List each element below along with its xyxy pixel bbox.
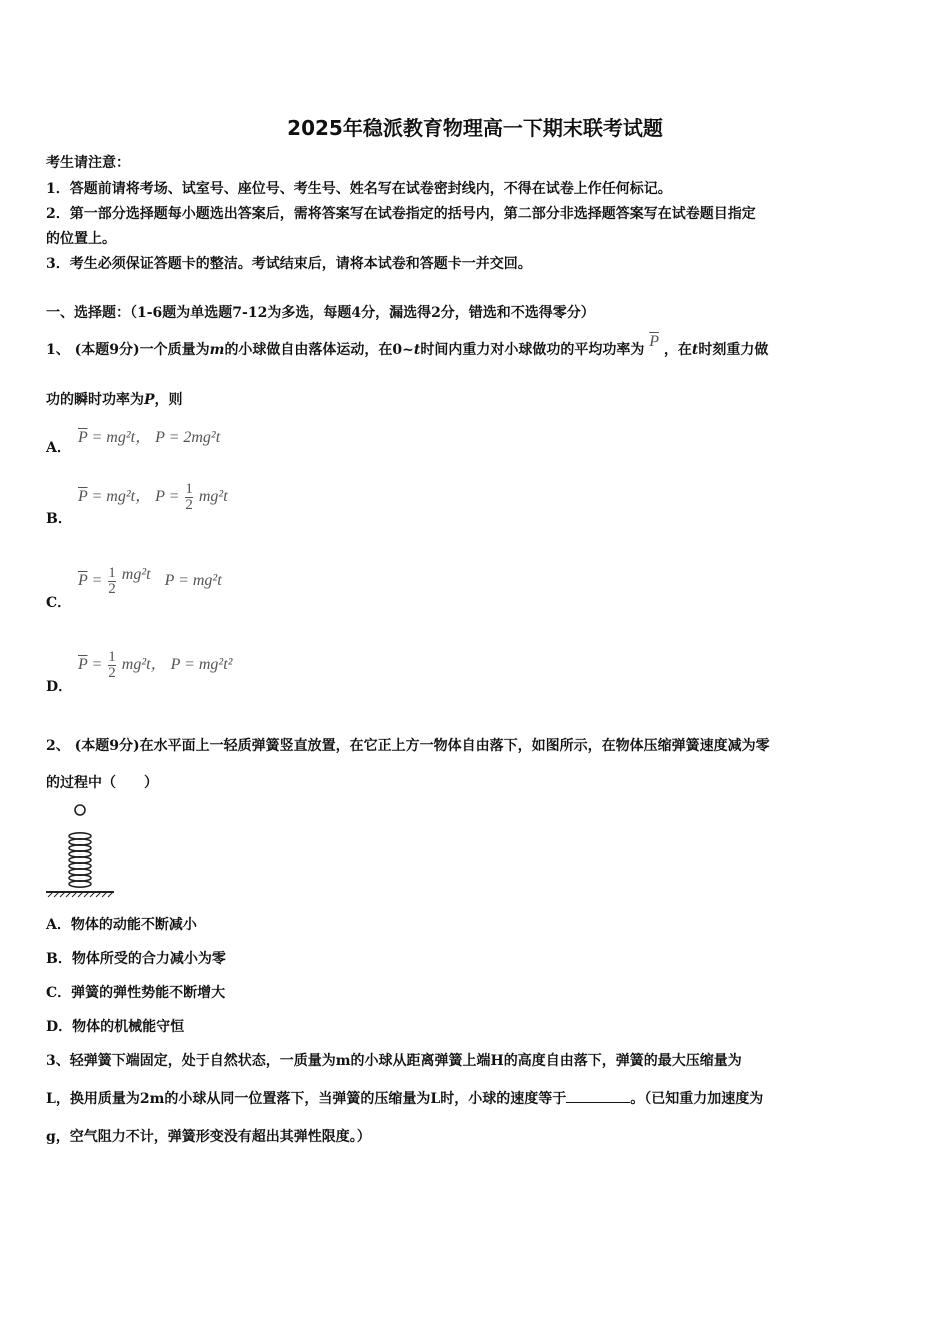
q2-option-text: 物体所受的合力减小为零 [71, 951, 226, 967]
spring-figure [44, 800, 116, 900]
expr-part: = [91, 572, 103, 590]
q1-text-a: 1、 (本题9分)一个质量为 [46, 342, 210, 358]
q3-line2 [46, 1088, 763, 1108]
expr-part: = mg²t， [91, 429, 152, 446]
q1-text-b: 的小球做自由落体运动，在0~ [224, 342, 414, 358]
q1-option-d-expr [78, 650, 232, 681]
expr-part: P = mg²t² [170, 656, 233, 674]
expr-part: mg²t [121, 566, 151, 584]
q1-pbar: $\overline{P}$ [649, 333, 660, 350]
q1-line1 [46, 333, 769, 359]
q1-text-e: 时刻重力做 [698, 342, 769, 358]
expr-part: P = [155, 488, 180, 506]
ball [75, 805, 85, 815]
q3-text-a: L，换用质量为2m的小球从同一位置落下，当弹簧的压缩量为L时，小球的速度等于 [46, 1091, 567, 1107]
q2-option-d[interactable] [46, 1016, 184, 1036]
q2-option-text: 物体的机械能守恒 [72, 1019, 185, 1035]
q1-option-c-expr [78, 566, 222, 597]
notice-item-2: 2．第一部分选择题每小题选出答案后，需将答案写在试卷指定的括号内，第二部分非选择题答案写在试卷题目指定 [46, 206, 756, 222]
expr-part: mg²t [198, 488, 228, 506]
q2-option-label: A． [46, 917, 71, 933]
expr-part: P = mg²t [164, 572, 222, 590]
pbar: $\overline{P}$ [78, 429, 88, 446]
q1-text-c: 时间内重力对小球做功的平均功率为 [420, 342, 645, 358]
q1-m: m [209, 342, 225, 358]
fraction: $\frac{1}{2}$ [185, 481, 193, 513]
q2-option-label: D． [46, 1019, 73, 1035]
notice-item-2-cont: 的位置上。 [46, 231, 116, 247]
q2-option-a[interactable] [46, 914, 197, 934]
q2-line2: 的过程中（ ） [46, 775, 158, 791]
q3-line3: g，空气阻力不计，弹簧形变没有超出其弹性限度。） [46, 1129, 371, 1145]
pbar: $\overline{P}$ [78, 572, 88, 590]
expr-part: = [91, 656, 103, 674]
q2-option-c[interactable] [46, 982, 225, 1002]
q1-option-a-expr [78, 424, 220, 447]
q1-P: P [144, 392, 155, 408]
q1-t2: t [691, 342, 699, 358]
q1-text-d: ，在 [663, 342, 692, 358]
pbar: $\overline{P}$ [78, 488, 88, 506]
pbar: $\overline{P}$ [78, 656, 88, 674]
answer-blank[interactable] [566, 1090, 630, 1103]
expr-part: P = 2mg²t [155, 429, 221, 446]
q1-option-b-label[interactable]: B． [46, 511, 72, 527]
expr-part: mg²t， [121, 656, 167, 674]
q3-text-b: 。（已知重力加速度为 [630, 1091, 764, 1107]
q1-option-b-expr [78, 482, 228, 513]
q1-option-d-label[interactable]: D． [46, 679, 73, 695]
notice-item-1: 1．答题前请将考场、试室号、座位号、考生号、姓名写在试卷密封线内，不得在试卷上作任何标记。 [46, 181, 672, 197]
q1-text-f: 功的瞬时功率为 [46, 392, 144, 408]
q2-option-label: C． [46, 985, 72, 1001]
fraction: $\frac{1}{2}$ [108, 649, 116, 681]
q1-line2 [46, 389, 183, 409]
q2-option-label: B． [46, 951, 72, 967]
spring-coils [69, 833, 91, 887]
q1-text-g: ，则 [154, 392, 183, 408]
q1-t: t [413, 342, 421, 358]
notice-heading: 考生请注意： [46, 155, 130, 171]
q2-option-text: 弹簧的弹性势能不断增大 [71, 985, 226, 1001]
notice-item-3: 3．考生必须保证答题卡的整洁。考试结束后，请将本试卷和答题卡一并交回。 [46, 256, 532, 272]
expr-part: = mg²t， [91, 488, 152, 506]
section-heading: 一、选择题：（1-6题为单选题7-12为多选，每题4分，漏选得2分，错选和不选得零分） [46, 305, 595, 321]
q2-option-b[interactable] [46, 948, 226, 968]
q3-line1: 3、轻弹簧下端固定，处于自然状态，一质量为m的小球从距离弹簧上端H的高度自由落下，弹簧的最大压缩量为 [46, 1053, 742, 1069]
q1-option-c-label[interactable]: C． [46, 595, 72, 611]
q2-line1: 2、 (本题9分)在水平面上一轻质弹簧竖直放置，在它正上方一物体自由落下，如图所示，在物体压缩弹簧速度减为零 [46, 738, 770, 754]
page-title: 2025年稳派教育物理高一下期末联考试题 [287, 116, 663, 140]
q2-option-text: 物体的动能不断减小 [70, 917, 197, 933]
fraction: $\frac{1}{2}$ [108, 565, 116, 597]
q1-option-a-label[interactable]: A． [46, 440, 71, 456]
